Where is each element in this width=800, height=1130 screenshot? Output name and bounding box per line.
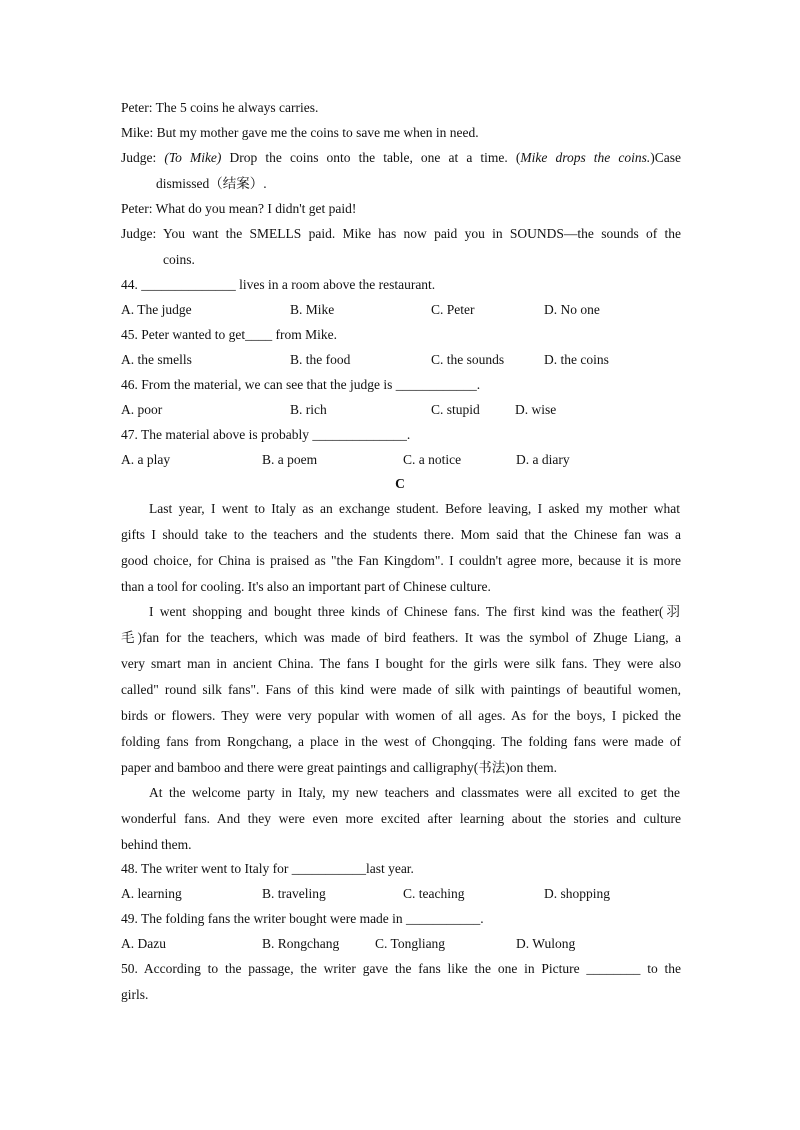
passage-line: called" round silk fans". Fans of this kind were made of silk with paintings of beautiful women, bbox=[121, 682, 681, 697]
question-45-stem: 45. Peter wanted to get____ from Mike. bbox=[121, 327, 337, 342]
option-d[interactable]: D. the coins bbox=[544, 352, 609, 367]
option-d[interactable]: D. a diary bbox=[516, 452, 570, 467]
passage-line: folding fans from Rongchang, a place in the west of Chongqing. The folding fans were made of bbox=[121, 734, 681, 749]
passage-line: gifts I should take to the teachers and the students there. Mom said that the Chinese fan was a bbox=[121, 527, 681, 542]
option-a[interactable]: A. a play bbox=[121, 452, 171, 467]
question-45-options bbox=[0, 351, 800, 369]
option-d[interactable]: D. shopping bbox=[544, 886, 611, 901]
question-44-options bbox=[0, 301, 800, 319]
dialogue-continuation: dismissed（结案）. bbox=[156, 176, 267, 191]
dialogue-text: What do you mean? I didn't get paid! bbox=[155, 201, 357, 216]
question-46-stem: 46. From the material, we can see that the judge is ____________. bbox=[121, 377, 481, 392]
option-c[interactable]: C. a notice bbox=[403, 452, 462, 467]
passage-line: birds or flowers. They were very popular with women of all ages. As for the boys, I picked the bbox=[121, 708, 681, 723]
speaker-label: Peter: bbox=[121, 100, 153, 115]
option-d[interactable]: D. wise bbox=[515, 402, 557, 417]
question-46-options bbox=[0, 401, 800, 419]
passage-line: very smart man in ancient China. The fans I bought for the girls were silk fans. They were also bbox=[121, 656, 681, 671]
question-47-options bbox=[0, 451, 800, 469]
speaker-label: Judge: bbox=[121, 226, 157, 241]
option-c[interactable]: C. Peter bbox=[431, 302, 475, 317]
passage-line: paper and bamboo and there were great paintings and calligraphy(书法)on them. bbox=[121, 760, 557, 775]
question-49-options bbox=[0, 935, 800, 953]
question-49-stem: 49. The folding fans the writer bought were made in ___________. bbox=[121, 911, 484, 926]
question-48-stem: 48. The writer went to Italy for ___________last year. bbox=[121, 861, 414, 876]
dialogue-text: But my mother gave me the coins to save me when in need. bbox=[156, 125, 479, 140]
dialogue-text: You want the SMELLS paid. Mike has now paid you in SOUNDS—the sounds of the bbox=[163, 226, 682, 241]
dialogue-continuation: coins. bbox=[163, 252, 195, 267]
dialogue-line-judge-2 bbox=[121, 225, 681, 243]
passage-line: I went shopping and bought three kinds of Chinese fans. The first kind was the feather(羽 bbox=[149, 604, 680, 619]
option-b[interactable]: B. Rongchang bbox=[262, 936, 340, 951]
passage-line: Last year, I went to Italy as an exchange student. Before leaving, I asked my mother what bbox=[149, 501, 680, 516]
dialogue-text: )Case bbox=[650, 150, 681, 165]
option-b[interactable]: B. Mike bbox=[290, 302, 335, 317]
dialogue-line-peter-1 bbox=[121, 99, 681, 117]
dialogue-line-peter-2 bbox=[121, 200, 681, 218]
question-44-stem: 44. ______________ lives in a room above the restaurant. bbox=[121, 277, 436, 292]
section-heading: C bbox=[395, 476, 405, 491]
passage-line: 毛)fan for the teachers, which was made of bird feathers. It was the symbol of Zhuge Liang, a bbox=[121, 630, 681, 645]
speaker-label: Peter: bbox=[121, 201, 153, 216]
question-50-continuation: girls. bbox=[121, 987, 149, 1002]
question-48-options bbox=[0, 885, 800, 903]
dialogue-line-mike-1 bbox=[121, 124, 681, 142]
option-c[interactable]: C. the sounds bbox=[431, 352, 505, 367]
option-a[interactable]: A. The judge bbox=[121, 302, 192, 317]
option-a[interactable]: A. learning bbox=[121, 886, 182, 901]
passage-line: behind them. bbox=[121, 837, 192, 852]
option-b[interactable]: B. the food bbox=[290, 352, 351, 367]
option-c[interactable]: C. teaching bbox=[403, 886, 465, 901]
dialogue-text: The 5 coins he always carries. bbox=[155, 100, 319, 115]
option-a[interactable]: A. Dazu bbox=[121, 936, 166, 951]
question-50-stem: 50. According to the passage, the writer gave the fans like the one in Picture ________ to the bbox=[121, 961, 681, 976]
option-d[interactable]: D. No one bbox=[544, 302, 600, 317]
option-b[interactable]: B. rich bbox=[290, 402, 327, 417]
dialogue-line-judge-1 bbox=[121, 149, 681, 167]
stage-direction: Mike drops the coins. bbox=[520, 150, 651, 165]
passage-line: wonderful fans. And they were even more excited after learning about the stories and culture bbox=[121, 811, 681, 826]
option-c[interactable]: C. stupid bbox=[431, 402, 480, 417]
option-d[interactable]: D. Wulong bbox=[516, 936, 576, 951]
stage-direction: (To Mike) bbox=[164, 150, 222, 165]
option-b[interactable]: B. a poem bbox=[262, 452, 318, 467]
option-b[interactable]: B. traveling bbox=[262, 886, 326, 901]
option-a[interactable]: A. poor bbox=[121, 402, 163, 417]
question-47-stem: 47. The material above is probably ______________. bbox=[121, 427, 411, 442]
dialogue-text: Drop the coins onto the table, one at a time. ( bbox=[229, 150, 521, 165]
passage-line: than a tool for cooling. It's also an important part of Chinese culture. bbox=[121, 579, 491, 594]
option-a[interactable]: A. the smells bbox=[121, 352, 192, 367]
passage-line: good choice, for China is praised as "the Fan Kingdom". I couldn't agree more, because it is more bbox=[121, 553, 681, 568]
speaker-label: Judge: bbox=[121, 150, 157, 165]
speaker-label: Mike: bbox=[121, 125, 154, 140]
option-c[interactable]: C. Tongliang bbox=[375, 936, 446, 951]
passage-line: At the welcome party in Italy, my new teachers and classmates were all excited to get the bbox=[149, 785, 680, 800]
